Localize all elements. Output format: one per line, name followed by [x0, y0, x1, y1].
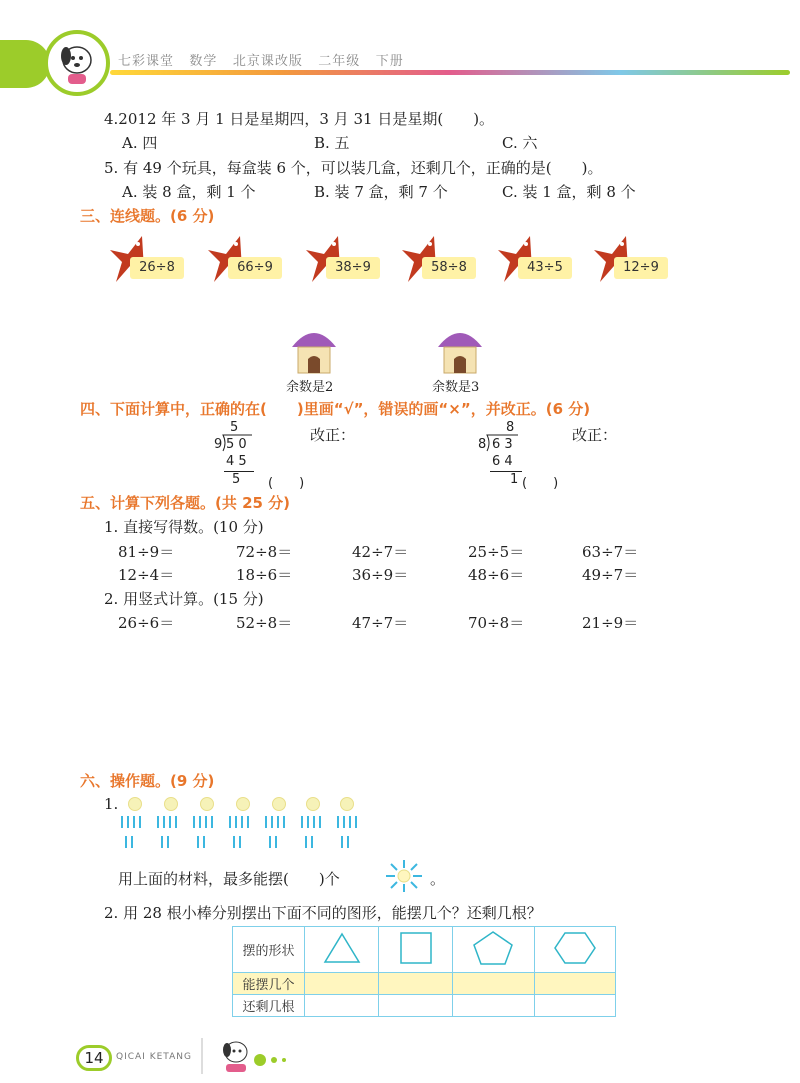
header-text: [118, 50, 404, 69]
calc-item: 48÷6＝: [468, 566, 525, 584]
page-number: 14: [76, 1045, 112, 1071]
footer-brand: QICAI KETANG: [116, 1052, 192, 1062]
header-edition: 北京课改版: [232, 54, 303, 69]
question-5: 5. 有 49 个玩具，每盒装 6 个，可以装几盒，还剩几个，正确的是( )。: [104, 159, 603, 177]
answer-cell[interactable]: [305, 995, 379, 1017]
answer-blank[interactable]: ( ): [268, 476, 305, 491]
section-3-title: 三、连线题。(6 分): [80, 207, 215, 225]
calc-item: 42÷7＝: [352, 543, 409, 561]
correction-label: 改正：: [572, 426, 618, 444]
square-cell: [379, 927, 453, 973]
section-4-title: 四、下面计算中，正确的在( )里画“√”，错误的画“×”，并改正。(6 分): [80, 400, 591, 418]
calc-item: 25÷5＝: [468, 543, 525, 561]
pentagon-icon: [471, 930, 515, 966]
q4-option-b: B. 五: [314, 134, 350, 152]
header-series: 七彩课堂: [118, 54, 175, 69]
dividend: 6 3: [492, 437, 513, 452]
header-subject: 数学: [189, 54, 218, 69]
part-1-title: 1. 直接写得数。(10 分): [104, 518, 264, 536]
calc-item: 52÷8＝: [236, 614, 293, 632]
answer-cell[interactable]: [453, 995, 534, 1017]
house-icon: [284, 325, 344, 375]
sticks-icon: [118, 812, 368, 852]
table-row: [233, 973, 616, 995]
house-icon: [430, 325, 490, 375]
bird-card: [202, 232, 288, 288]
q1-text-b: 。: [430, 870, 446, 888]
bird-card: [104, 232, 190, 288]
answer-cell[interactable]: [453, 973, 534, 995]
section-5-title: 五、计算下列各题。(共 25 分): [80, 494, 291, 512]
calc-item: 36÷9＝: [352, 566, 409, 584]
table-row: [233, 927, 616, 973]
q5-option-b: B. 装 7 盒，剩 7 个: [314, 183, 448, 201]
header-rainbow-line: [110, 70, 790, 75]
quotient: 5: [230, 420, 239, 435]
card-expression: 38÷9: [326, 257, 380, 279]
section-6-title: 六、操作题。(9 分): [80, 772, 215, 790]
hexagon-icon: [553, 930, 597, 966]
calc-item: 70÷8＝: [468, 614, 525, 632]
calc-item: 47÷7＝: [352, 614, 409, 632]
part-2-title: 2. 用竖式计算。(15 分): [104, 590, 264, 608]
q5-option-a: A. 装 8 盒，剩 1 个: [122, 183, 256, 201]
row-header: 还剩几根: [233, 995, 305, 1017]
q1-text-a: 用上面的材料，最多能摆( )个: [118, 870, 340, 888]
row-header: 摆的形状: [233, 927, 305, 973]
square-icon: [396, 931, 436, 965]
house-label: 余数是2: [286, 380, 334, 395]
bead-icon: [236, 797, 250, 811]
remainder: 1: [510, 472, 519, 487]
dividend: 5 0: [226, 437, 247, 452]
answer-cell[interactable]: [305, 973, 379, 995]
product: 4 5: [226, 454, 247, 469]
answer-cell[interactable]: [379, 973, 453, 995]
triangle-cell: [305, 927, 379, 973]
q4-option-a: A. 四: [122, 134, 158, 152]
answer-cell[interactable]: [534, 973, 615, 995]
calc-item: 21÷9＝: [582, 614, 639, 632]
card-expression: 26÷8: [130, 257, 184, 279]
bird-card: [396, 232, 482, 288]
correction-label: 改正：: [310, 426, 356, 444]
bird-card: [492, 232, 578, 288]
card-expression: 58÷8: [422, 257, 476, 279]
calc-item: 63÷7＝: [582, 543, 639, 561]
q1-question: [118, 868, 340, 889]
hexagon-cell: [534, 927, 615, 973]
answer-cell[interactable]: [534, 995, 615, 1017]
q2-question: 2. 用 28 根小棒分别摆出下面不同的图形，能摆几个？还剩几根？: [104, 904, 542, 922]
divisor: 9: [214, 437, 223, 452]
calc-item: 72÷8＝: [236, 543, 293, 561]
dog-mascot-icon: [48, 34, 106, 92]
divisor: 8: [478, 437, 487, 452]
footer-mascot-icon: [200, 1036, 300, 1076]
bead-icon: [272, 797, 286, 811]
house-label: 余数是3: [432, 380, 480, 395]
card-expression: 12÷9: [614, 257, 668, 279]
calc-item: 81÷9＝: [118, 543, 175, 561]
calc-item: 49÷7＝: [582, 566, 639, 584]
bead-icon: [164, 797, 178, 811]
row-header: 能摆几个: [233, 973, 305, 995]
card-expression: 66÷9: [228, 257, 282, 279]
bead-icon: [306, 797, 320, 811]
product: 6 4: [492, 454, 513, 469]
header-green-tab: [0, 40, 50, 88]
card-expression: 43÷5: [518, 257, 572, 279]
bird-card: [588, 232, 674, 288]
answer-cell[interactable]: [379, 995, 453, 1017]
remainder: 5: [232, 472, 241, 487]
sun-shape-icon: [380, 858, 428, 894]
shapes-table: [232, 926, 616, 1017]
pentagon-cell: [453, 927, 534, 973]
answer-blank[interactable]: ( ): [522, 476, 559, 491]
bird-card: [300, 232, 386, 288]
mascot-badge: [44, 30, 110, 96]
q5-option-c: C. 装 1 盒，剩 8 个: [502, 183, 636, 201]
bead-icon: [340, 797, 354, 811]
header-volume: 下册: [375, 54, 404, 69]
table-row: [233, 995, 616, 1017]
quotient: 8: [506, 420, 515, 435]
calc-item: 12÷4＝: [118, 566, 175, 584]
q1-label: 1.: [104, 795, 119, 813]
calc-item: 18÷6＝: [236, 566, 293, 584]
bead-icon: [200, 797, 214, 811]
header-grade: 二年级: [318, 54, 361, 69]
triangle-icon: [322, 931, 362, 965]
q4-option-c: C. 六: [502, 134, 538, 152]
bead-icon: [128, 797, 142, 811]
calc-item: 26÷6＝: [118, 614, 175, 632]
question-4: 4.2012 年 3 月 1 日是星期四，3 月 31 日是星期( )。: [104, 110, 495, 128]
